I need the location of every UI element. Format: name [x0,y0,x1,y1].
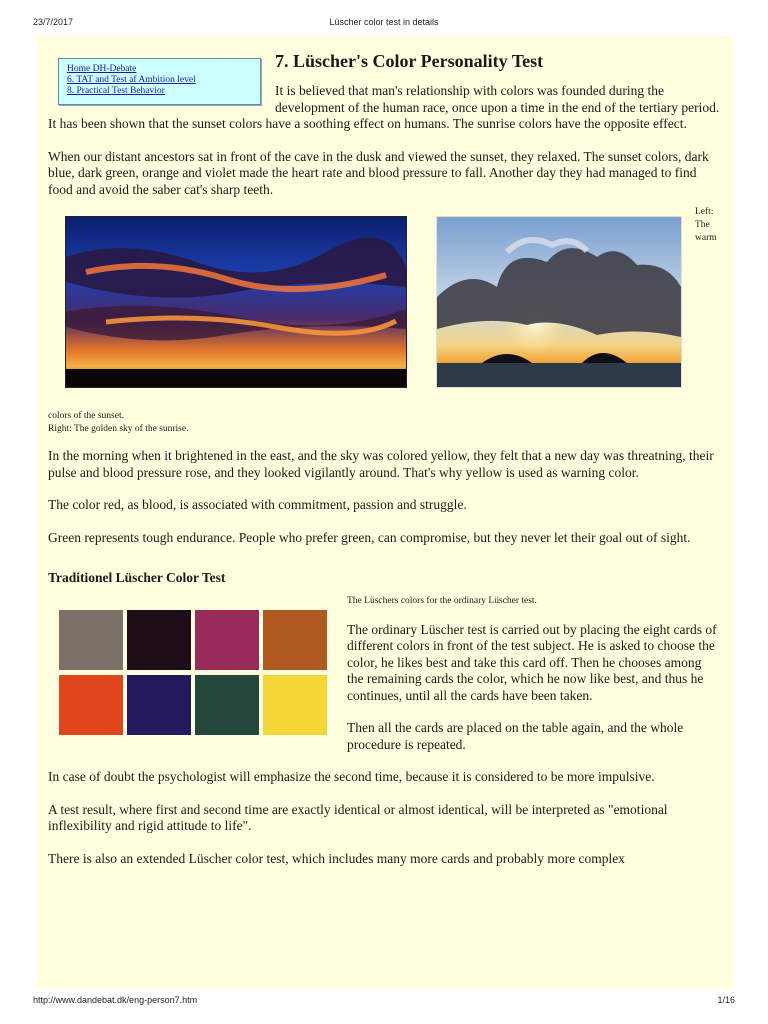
caption-side-line: Left: [695,207,714,217]
print-header [33,17,735,29]
paragraph-red: The color red, as blood, is associated with commitment, passion and struggle. [48,497,467,512]
sunset-photo [65,216,407,388]
paragraph-intro: It is believed that man's relationship with colors was founded during the development of the human race, once upon a time in the end of the tertiary period. It has been shown that the sunset colors have a soothing effect on humans. The sunrise colors have the opposite effect. [48,83,720,131]
print-url: http://www.dandebat.dk/eng-person7.htm [33,995,198,1005]
sunrise-image [437,217,681,387]
sunset-image [66,217,406,387]
paragraph-green: Green represents tough endurance. People who prefer green, can compromise, but they never let their goal out of sight. [48,529,691,545]
color-swatches [59,610,327,735]
sunrise-photo [436,216,682,388]
section-heading: Traditionel Lüscher Color Test [48,570,226,585]
image-row [48,207,720,410]
toc-link-tat[interactable]: 6. TAT and Test af Ambition level [67,75,260,86]
swatch-blue [127,675,191,735]
caption-line: colors of the sunset. [48,411,124,421]
caption-side-line: warm [695,233,717,243]
swatch-red [59,675,123,735]
paragraph-extended: There is also an extended Lüscher color test, which includes many more cards and probably more complex [48,850,625,866]
caption-side-line: The [695,220,710,230]
swatch-caption: The Lüschers colors for the ordinary Lüscher test. [347,595,537,606]
toc-link-practical[interactable]: 8. Practical Test Behavior [67,86,260,97]
image-caption-side [695,206,725,245]
swatch-yellow [263,675,327,735]
paragraph-repeat: Then all the cards are placed on the table again, and the whole procedure is repeated. [347,720,684,752]
swatch-violet [195,610,259,670]
print-date: 23/7/2017 [33,17,74,27]
paragraph-ordinary-test: The ordinary Lüscher test is carried out by placing the eight cards of different colors in front of the test subject. He is asked to choose the color, he likes best and take this card off. Then he chooses among the remaining cards the color, which he now like best, and thus he continues, until all the cards have been taken. [347,621,717,703]
print-footer [33,995,735,1007]
paragraph-ancestors: When our distant ancestors sat in front of the cave in the dusk and viewed the sunset, they relaxed. The sunset colors, dark blue, dark green, orange and violet made the heart rate and blood pressure to fall. Another day they had managed to find food and avoid the saber cat's sharp teeth. [48,148,709,197]
print-page-number: 1/16 [717,995,735,1005]
print-title: Lüscher color test in details [329,17,439,27]
paragraph-morning: In the morning when it brightened in the east, and the sky was colored yellow, they felt that a new day was threatning, their pulse and blood pressure rose, and they looked vigilantly around. That's why yellow is used as warning color. [48,448,714,480]
swatch-black [127,610,191,670]
article [48,36,720,883]
paragraph-result: A test result, where first and second time are exactly identical or almost identical, will be interpreted as "emotional inflexibility and rigid attitude to life". [48,801,668,833]
swatch-grey [59,610,123,670]
paragraph-doubt: In case of doubt the psychologist will emphasize the second time, because it is considered to be more impulsive. [48,769,655,784]
page-body [37,36,733,989]
page-title: 7. Lüscher's Color Personality Test [275,51,544,71]
caption-line: Right: The golden sky of the sunrise. [48,424,189,434]
image-caption-below [48,410,720,436]
toc-link-home[interactable]: Home DH-Debate [67,64,137,74]
toc-box [58,58,261,105]
swatch-green [195,675,259,735]
swatch-brown [263,610,327,670]
